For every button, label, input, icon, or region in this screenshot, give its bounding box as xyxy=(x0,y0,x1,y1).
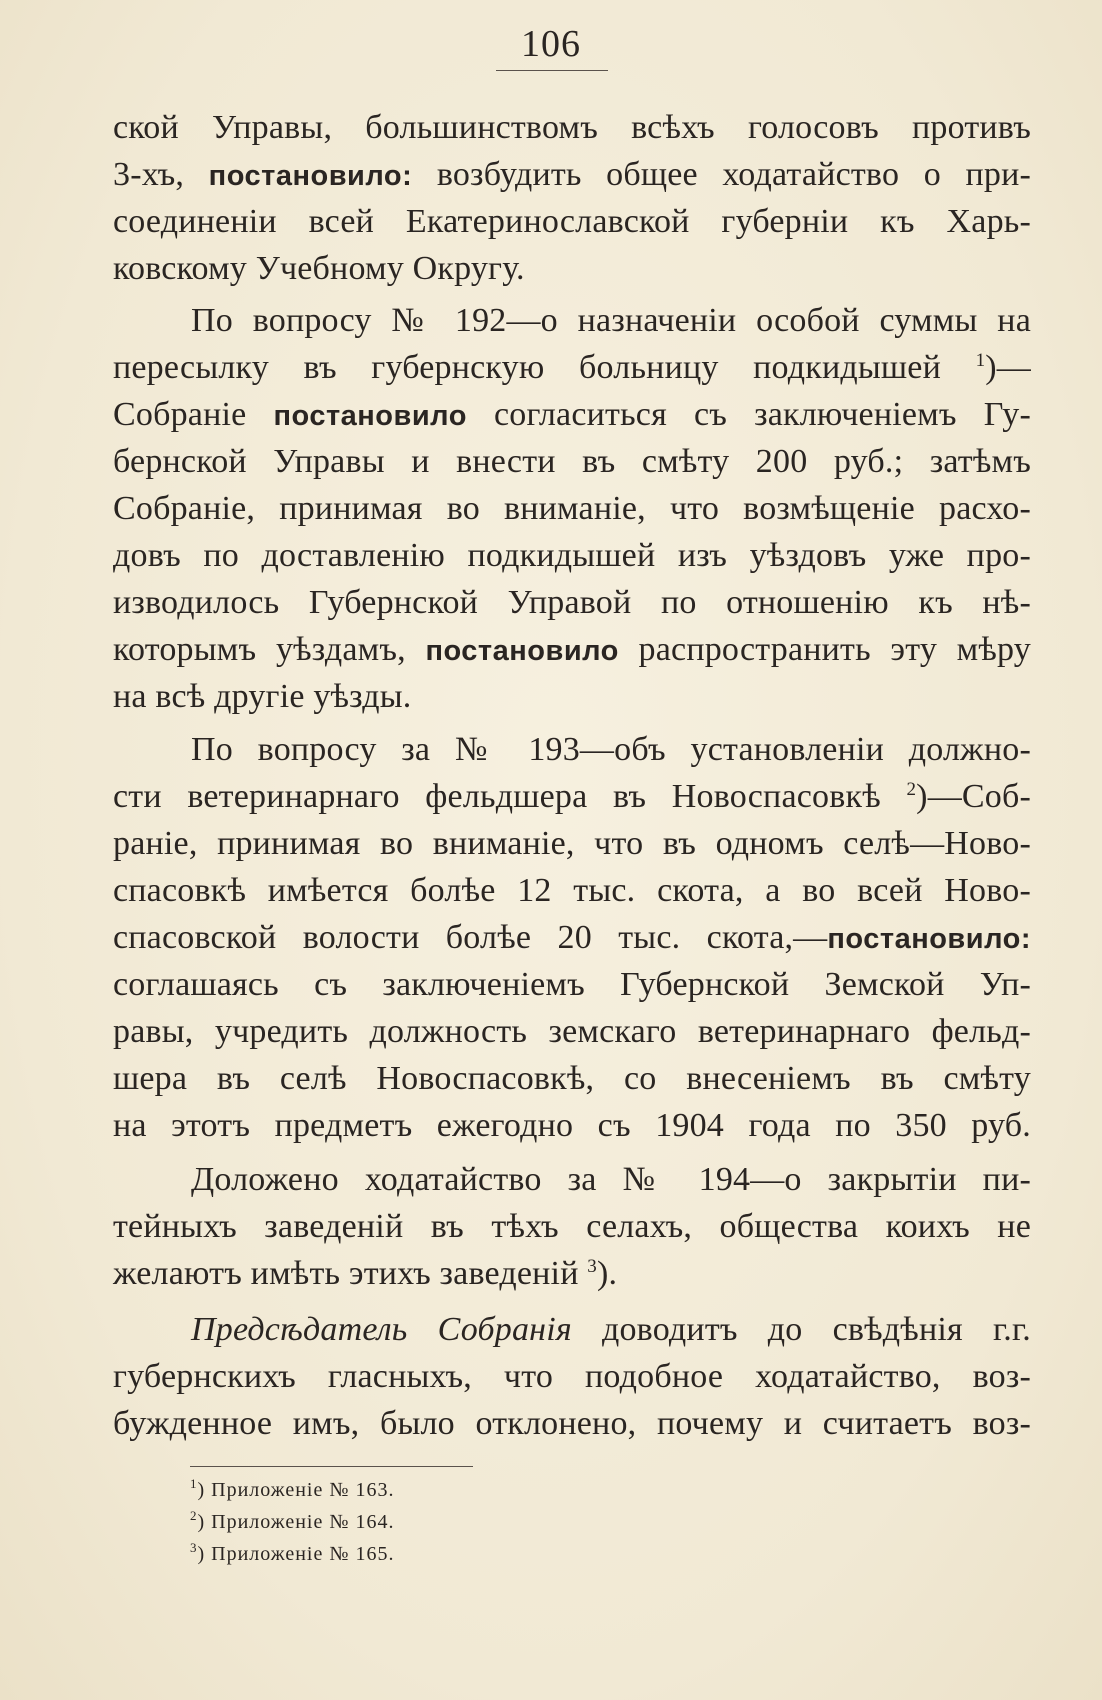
text-line: тейныхъ заведеній въ тѣхъ селахъ, общества коихъ не xyxy=(113,1208,1031,1245)
text-line: бернской Управы и внести въ смѣту 200 руб.; затѣмъ xyxy=(113,443,1031,480)
bold-decision: постановило: xyxy=(208,160,413,192)
footnote: $^1$) Приложеніе № 163. xyxy=(190,1476,395,1501)
text-line: на всѣ другіе уѣзды. xyxy=(113,678,412,715)
header-rule xyxy=(496,70,608,71)
text-line: губернскихъ гласныхъ, что подобное ходатайство, воз- xyxy=(113,1358,1031,1395)
text-line: 3-хъ, постановило: возбудить общее ходатайство о при- xyxy=(113,156,1031,193)
text-line: спасовкѣ имѣется болѣе 12 тыс. скота, а во всей Ново- xyxy=(113,872,1031,909)
text-line: сти ветеринарнаго фельдшера въ Новоспасовкѣ $^2$)—Соб- xyxy=(113,778,1031,815)
text-line: бужденное имъ, было отклонено, почему и считаетъ воз- xyxy=(113,1405,1031,1442)
paragraph-1 xyxy=(113,104,1031,292)
text-line: довъ по доставленію подкидышей изъ уѣздовъ уже про- xyxy=(113,537,1031,574)
footnote-rule xyxy=(190,1466,473,1467)
text-line: Собраніе, принимая во вниманіе, что возмѣщеніе расхо- xyxy=(113,490,1031,527)
paragraph-5 xyxy=(113,1306,1031,1447)
text-line: желаютъ имѣть этихъ заведеній $^3$). xyxy=(113,1255,618,1292)
text-line: По вопросу № 192—о назначеніи особой суммы на xyxy=(191,302,1031,339)
paragraph-2 xyxy=(113,297,1031,720)
text-line: шера въ селѣ Новоспасовкѣ, со внесеніемъ въ смѣту xyxy=(113,1060,1031,1097)
footnote: $^3$) Приложеніе № 165. xyxy=(190,1540,395,1565)
bold-decision: постановило: xyxy=(827,923,1031,955)
text-line: ской Управы, большинствомъ всѣхъ голосовъ противъ xyxy=(113,109,1031,146)
page-number: 106 xyxy=(521,23,581,65)
text-line: спасовской волости болѣе 20 тыс. скота,—постановило: xyxy=(113,919,1031,956)
text-line: пересылку въ губернскую больницу подкидышей $^1$)— xyxy=(113,349,1031,386)
footnote-ref: 2 xyxy=(906,779,917,800)
paragraph-4 xyxy=(113,1156,1031,1297)
text-line: изводилось Губернской Управой по отношенію къ нѣ- xyxy=(113,584,1031,621)
footnote-ref: 1 xyxy=(975,350,986,371)
text-line: равы, учредить должность земскаго ветеринарнаго фельд- xyxy=(113,1013,1031,1050)
paragraph-3 xyxy=(113,726,1031,1149)
text-line: которымъ уѣздамъ, постановило распространить эту мѣру xyxy=(113,631,1032,668)
footnote: $^2$) Приложеніе № 164. xyxy=(190,1508,395,1533)
text-line: соглашаясь съ заключеніемъ Губернской Земской Уп- xyxy=(113,966,1031,1003)
footnotes xyxy=(190,1474,394,1570)
text-line: соединеніи всей Екатеринославской губерніи къ Харь- xyxy=(113,203,1031,240)
footnote-ref: 3 xyxy=(587,1256,597,1277)
bold-decision: постановило xyxy=(273,400,467,432)
text-line: Предсѣдатель Собранія доводитъ до свѣдѣнія г.г. xyxy=(191,1311,1031,1348)
text-line: Собраніе постановило согласиться съ заключеніемъ Гу- xyxy=(113,396,1031,433)
text-line: ковскому Учебному Округу. xyxy=(113,250,525,287)
bold-decision: постановило xyxy=(425,635,619,667)
text-line: раніе, принимая во вниманіе, что въ одномъ селѣ—Ново- xyxy=(113,825,1031,862)
text-line: По вопросу за № 193—объ установленіи должно- xyxy=(191,731,1031,768)
text-line: на этотъ предметъ ежегодно съ 1904 года по 350 руб. xyxy=(113,1107,1031,1144)
italic-chairman: Предсѣдатель Собранія xyxy=(191,1311,572,1348)
text-line: Доложено ходатайство за № 194—о закрытіи пи- xyxy=(191,1161,1031,1198)
